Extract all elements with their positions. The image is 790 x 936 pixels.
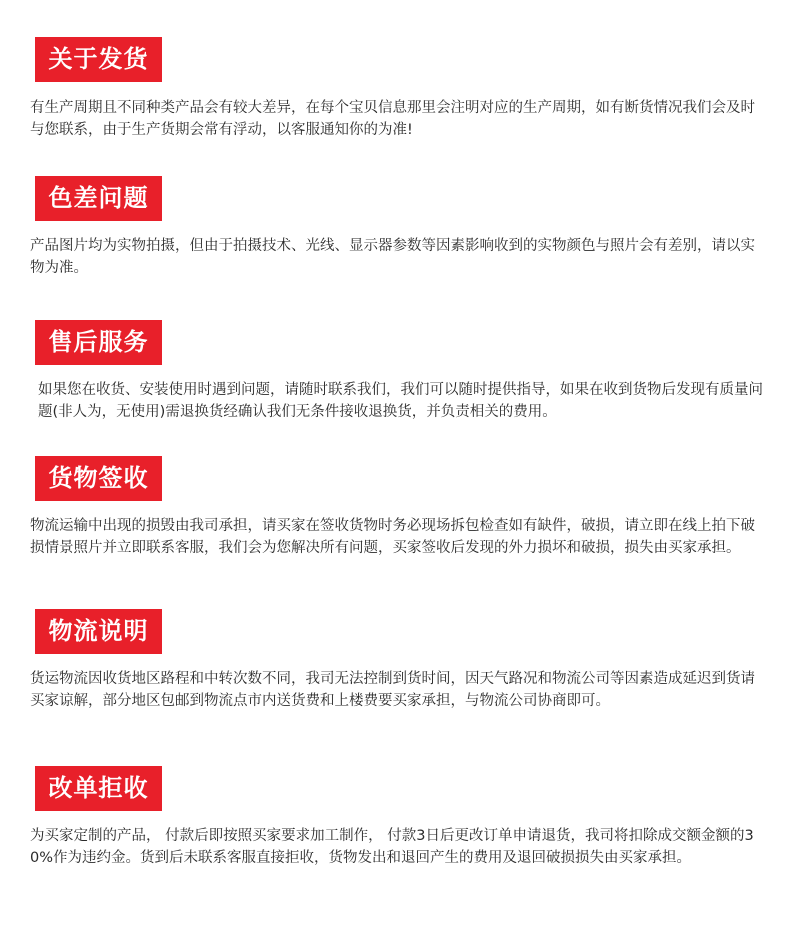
section-text: 为买家定制的产品， 付款后即按照买家要求加工制作， 付款3日后更改订单申请退货，我司将扣除成交额金额的30%作为违约金。货到后未联系客服直接拒收，货物发出和退回产生的费用及退回破损损失由买家承担。	[30, 828, 754, 866]
section-text: 物流运输中出现的损毁由我司承担，请买家在签收货物时务必现场拆包检查如有缺件，破损，请立即在线上拍下破损情景照片并立即联系客服，我们会为您解决所有问题，买家签收后发现的外力损坏和破损，损失由买家承担。	[30, 518, 755, 556]
section-text: 如果您在收货、安装使用时遇到问题，请随时联系我们，我们可以随时提供指导，如果在收到货物后发现有质量问题(非人为，无使用)需退换货经确认我们无条件接收退换货，并负责相关的费用。	[38, 382, 763, 420]
section-text: 产品图片均为实物拍摄，但由于拍摄技术、光线、显示器参数等因素影响收到的实物颜色与照片会有差别，请以实物为准。	[30, 238, 755, 276]
section-heading: 色差问题	[35, 176, 162, 221]
section-heading: 关于发货	[35, 37, 162, 82]
section-heading: 改单拒收	[35, 766, 162, 811]
section-heading: 售后服务	[35, 320, 162, 365]
section-text: 货运物流因收货地区路程和中转次数不同，我司无法控制到货时间，因天气路况和物流公司等因素造成延迟到货请买家谅解，部分地区包邮到物流点市内送货费和上楼费要买家承担，与物流公司协商即可。	[30, 671, 755, 709]
section-text: 有生产周期且不同种类产品会有较大差异，在每个宝贝信息那里会注明对应的生产周期，如有断货情况我们会及时与您联系，由于生产货期会常有浮动，以客服通知你的为准!	[30, 100, 755, 138]
section-heading: 物流说明	[35, 609, 162, 654]
section-heading: 货物签收	[35, 456, 162, 501]
